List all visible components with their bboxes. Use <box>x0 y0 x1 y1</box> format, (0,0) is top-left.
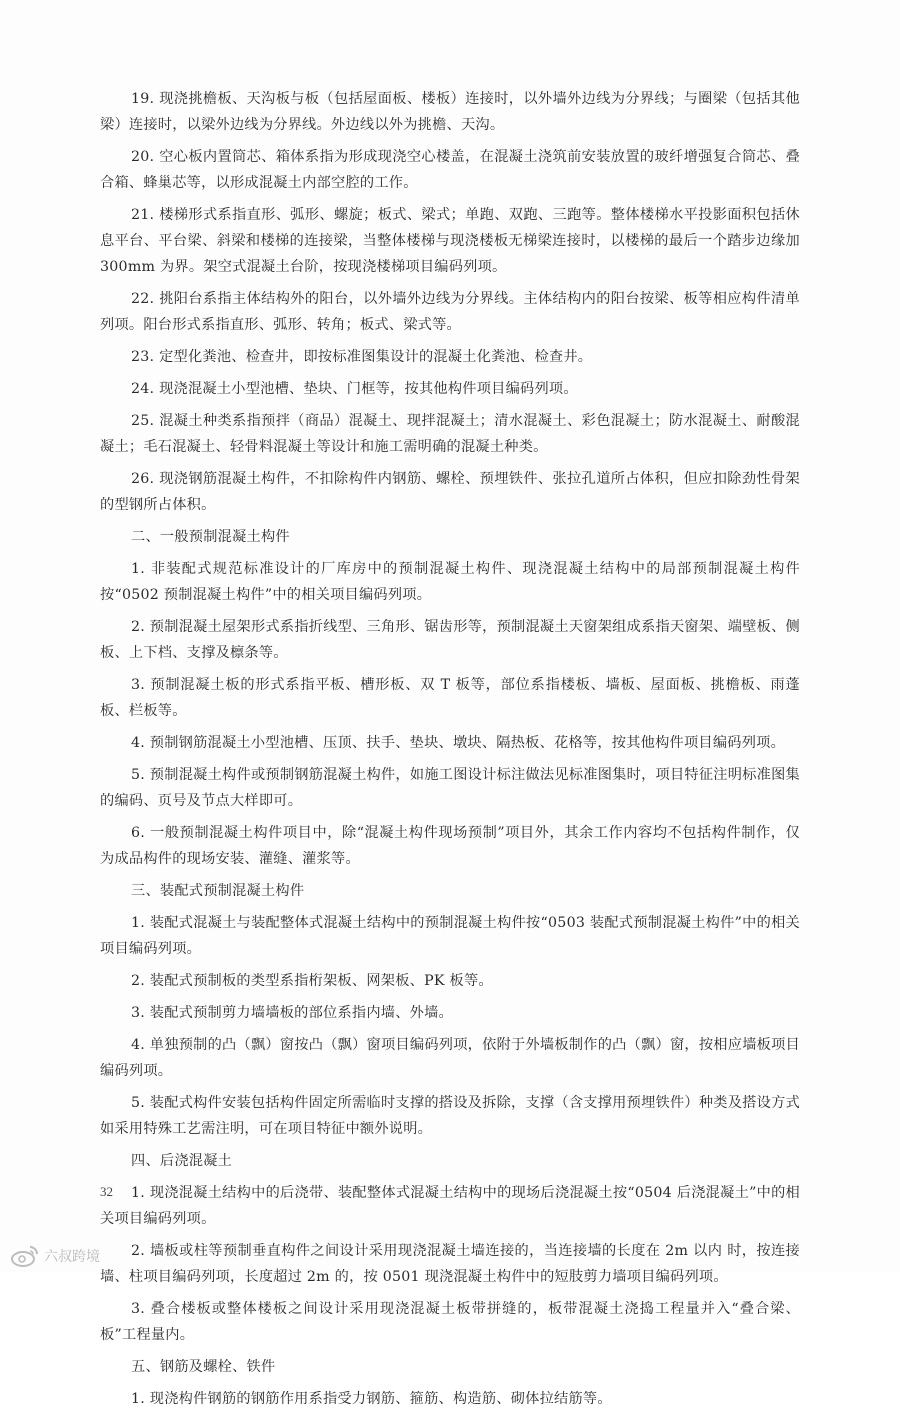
section-heading: 四、后浇混凝土 <box>131 1153 233 1169</box>
weibo-icon <box>10 1244 40 1268</box>
watermark-text: 六叔跨境 <box>44 1249 100 1265</box>
paragraph: 25. 混凝土种类系指预拌（商品）混凝土、现拌混凝土；清水混凝土、彩色混凝土；防水混凝土、耐酸混凝土；毛石混凝土、轻骨料混凝土等设计和施工需明确的混凝土种类。 <box>100 413 800 455</box>
section-heading: 五、钢筋及螺栓、铁件 <box>131 1359 276 1375</box>
paragraph: 19. 现浇挑檐板、天沟板与板（包括屋面板、楼板）连接时，以外墙外边线为分界线；与圈梁（包括其他梁）连接时，以梁外边线为分界线。外边线以外为挑檐、天沟。 <box>100 91 800 133</box>
document-body <box>100 86 800 1418</box>
paragraph: 1. 装配式混凝土与装配整体式混凝土结构中的预制混凝土构件按“0503 装配式预制混凝土构件”中的相关项目编码列项。 <box>100 915 800 957</box>
section-heading: 二、一般预制混凝土构件 <box>131 529 290 545</box>
paragraph: 2. 墙板或柱等预制垂直构件之间设计采用现浇混凝土墙连接的，当连接墙的长度在 2m 以内 时，按连接墙、柱项目编码列项，长度超过 2m 的，按 0501 现浇混凝土构件中的短肢剪力墙项目编码列项。 <box>100 1243 800 1285</box>
paragraph: 6. 一般预制混凝土构件项目中，除“混凝土构件现场预制”项目外，其余工作内容均不包括构件制作，仅为成品构件的现场安装、灌缝、灌浆等。 <box>100 825 800 867</box>
paragraph: 5. 预制混凝土构件或预制钢筋混凝土构件，如施工图设计标注做法见标准图集时，项目特征注明标准图集的编码、页号及节点大样即可。 <box>100 767 800 809</box>
paragraph: 5. 装配式构件安装包括构件固定所需临时支撑的搭设及拆除，支撑（含支撑用预埋铁件）种类及搭设方式如采用特殊工艺需注明，可在项目特征中额外说明。 <box>100 1095 800 1137</box>
paragraph: 4. 单独预制的凸（飘）窗按凸（飘）窗项目编码列项，依附于外墙板制作的凸（飘）窗，按相应墙板项目编码列项。 <box>100 1037 800 1079</box>
paragraph: 26. 现浇钢筋混凝土构件，不扣除构件内钢筋、螺栓、预埋铁件、张拉孔道所占体积，但应扣除劲性骨架的型钢所占体积。 <box>100 471 800 513</box>
paragraph: 3. 叠合楼板或整体楼板之间设计采用现浇混凝土板带拼缝的，板带混凝土浇捣工程量并入“叠合梁、板”工程量内。 <box>100 1301 800 1343</box>
paragraph: 22. 挑阳台系指主体结构外的阳台，以外墙外边线为分界线。主体结构内的阳台按梁、板等相应构件清单列项。阳台形式系指直形、弧形、转角；板式、梁式等。 <box>100 291 800 333</box>
paragraph: 1. 非装配式规范标准设计的厂库房中的预制混凝土构件、现浇混凝土结构中的局部预制混凝土构件按“0502 预制混凝土构件”中的相关项目编码列项。 <box>100 561 800 603</box>
paragraph: 4. 预制钢筋混凝土小型池槽、压顶、扶手、垫块、墩块、隔热板、花格等，按其他构件项目编码列项。 <box>131 735 786 751</box>
page-number: 32 <box>100 1184 113 1199</box>
paragraph: 2. 装配式预制板的类型系指桁架板、网架板、PK 板等。 <box>131 973 493 989</box>
paragraph: 3. 装配式预制剪力墙墙板的部位系指内墙、外墙。 <box>131 1005 453 1021</box>
watermark <box>10 1244 100 1268</box>
paragraph: 20. 空心板内置筒芯、箱体系指为形成现浇空心楼盖，在混凝土浇筑前安装放置的玻纤增强复合筒芯、叠合箱、蜂巢芯等，以形成混凝土内部空腔的工作。 <box>100 149 800 191</box>
paragraph: 1. 现浇构件钢筋的钢筋作用系指受力钢筋、箍筋、构造筋、砌体拉结筋等。 <box>131 1391 612 1407</box>
paragraph: 21. 楼梯形式系指直形、弧形、螺旋；板式、梁式；单跑、双跑、三跑等。整体楼梯水平投影面积包括休息平台、平台梁、斜梁和楼梯的连接梁，当整体楼梯与现浇楼板无梯梁连接时，以楼梯的最后一个踏步边缘加 300mm 为界。架空式混凝土台阶，按现浇楼梯项目编码列项。 <box>100 207 800 275</box>
paragraph: 3. 预制混凝土板的形式系指平板、槽形板、双 T 板等，部位系指楼板、墙板、屋面板、挑檐板、雨蓬板、栏板等。 <box>100 677 800 719</box>
paragraph: 23. 定型化粪池、检查井，即按标准图集设计的混凝土化粪池、检查井。 <box>131 349 593 365</box>
paragraph: 1. 现浇混凝土结构中的后浇带、装配整体式混凝土结构中的现场后浇混凝土按“0504 后浇混凝土”中的相关项目编码列项。 <box>100 1185 800 1227</box>
section-heading: 三、装配式预制混凝土构件 <box>131 883 305 899</box>
paragraph: 24. 现浇混凝土小型池槽、垫块、门框等，按其他构件项目编码列项。 <box>131 381 578 397</box>
paragraph: 2. 预制混凝土屋架形式系指折线型、三角形、锯齿形等，预制混凝土天窗架组成系指天窗架、端壁板、侧板、上下档、支撑及檩条等。 <box>100 619 800 661</box>
